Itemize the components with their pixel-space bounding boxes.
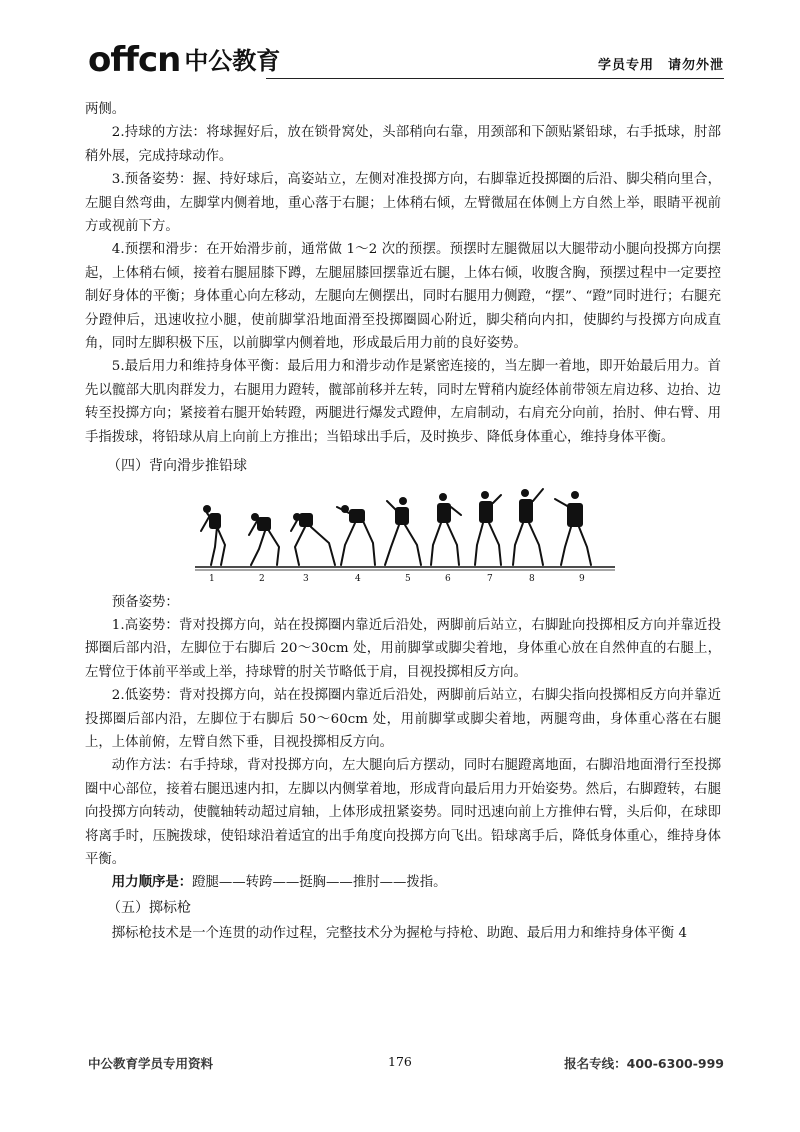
frame-number: 5: [405, 573, 411, 583]
frame-number: 7: [487, 573, 493, 583]
header-tagline: 学员专用 请勿外泄: [597, 58, 724, 73]
paragraph: 预备姿势：: [111, 594, 179, 610]
page-number: 176: [388, 1054, 412, 1069]
header-divider: [266, 78, 724, 79]
athlete-figure-7: [475, 491, 501, 565]
paragraph: 2.持球的方法：将球握好后，放在锁骨窝处，头部稍向右靠，用颈部和下颌贴紧铅球，右手抵球，肘部稍外展，完成持球动作。: [85, 125, 721, 164]
paragraph: 动作方法：右手持球，背对投掷方向，左大腿向后方摆动，同时右腿蹬离地面，右脚沿地面滑行至投掷圈中心部位，接着右腿迅速内扣，左脚以内侧掌着地，形成背向最后用力开始姿势。然后，右脚蹬转，右腿向投掷方向转动，使髋轴转动超过肩轴，上体形成扭紧姿势。同时迅速向前上方推伸右臂，头后仰，在球即将离手时，压腕拨球，使铅球沿着适宜的出手角度向投掷方向飞出。铅球离手后，降低身体重心，维持身体平衡。: [85, 758, 721, 867]
frame-number: 6: [445, 573, 451, 583]
logo-text-cn: 中公教育: [184, 47, 281, 75]
offcn-logo: [88, 38, 280, 78]
athlete-figure-1: [201, 505, 225, 565]
athlete-figure-5: [385, 497, 421, 565]
footer-label: 中公教育学员专用资料: [88, 1056, 214, 1071]
paragraph: 4.预摆和滑步：在开始滑步前，通常做 1～2 次的预摆。预摆时左腿微屈以大腿带动小腿向投掷方向摆起，上体稍右倾，接着右腿屈膝下蹲，左腿屈膝回摆靠近右腿，上体右倾，收腹含胸，预摆过程中一定要控制好身体的平衡；身体重心向左移动，左腿向左侧摆出，同时右腿用力侧蹬，“摆”、“蹬”同时进行；右腿充分蹬伸后，迅速收拉小腿，使前脚掌沿地面滑至投掷圈圆心附近，脚尖稍向内扣，使脚约与投掷方向成直角，同时左脚积极下压，以前脚掌内侧着地，形成最后用力前的良好姿势。: [85, 242, 721, 352]
paragraph: 5.最后用力和维持身体平衡：最后用力和滑步动作是紧密连接的，当左脚一着地，即开始最后用力。首先以髋部大肌肉群发力，右腿用力蹬转，髋部前移并左转，同时左臂稍内旋经体前带领左肩边移、边抬、边转至投掷方向；紧接着右腿开始转蹬，两腿进行爆发式蹬伸，左肩制动，右肩充分向前，抬肘、伸右臂、用手指拨球，将铅球从肩上向前上方推出；当铅球出手后，及时换步、降低身体重心，维持身体平衡。: [85, 359, 721, 445]
paragraph: [85, 871, 721, 894]
frame-number: 8: [529, 573, 535, 583]
paragraph: 1.高姿势：背对投掷方向，站在投掷圈内靠近后沿处，两脚前后站立，右脚趾向投掷相反方向并靠近投掷圈后部内沿，左脚位于右脚后 20～30cm 处，用前脚掌或脚尖着地，身体重心放在自然伸直的右腿上，左臂位于体前平举或上举，持球臂的肘关节略低于肩，目视投掷相反方向。: [85, 617, 721, 680]
athlete-figure-6: [431, 493, 461, 565]
frame-number: 4: [355, 573, 361, 583]
paragraph: 掷标枪技术是一个连贯的动作过程，完整技术分为握枪与持枪、助跑、最后用力和维持身体平衡 4: [111, 926, 687, 942]
paragraph: 两侧。: [85, 102, 126, 117]
section-heading: （五）掷标枪: [107, 899, 191, 916]
athlete-figure-8: [513, 489, 543, 565]
paragraph: 3.预备姿势：握、持好球后，高姿站立，左侧对准投掷方向，右脚靠近投掷圈的后沿、脚尖稍向里合，左腿自然弯曲，左脚掌内侧着地，重心落于右腿；上体稍右倾，左臂微屈在体侧上方自然上举，眼睛平视前方或视前下方。: [85, 172, 721, 235]
frame-number: 2: [259, 573, 265, 583]
force-order-label: 用力顺序是：: [111, 875, 193, 891]
frame-number: 3: [303, 573, 309, 583]
page-footer: [88, 1054, 724, 1078]
frame-number: 9: [579, 573, 585, 583]
logo-text-en: offcn: [88, 40, 181, 80]
frame-number: 1: [209, 573, 215, 583]
paragraph: 2.低姿势：背对投掷方向，站在投掷圈内靠近后沿处，两脚前后站立，右脚尖指向投掷相反方向并靠近投掷圈后部内沿，左脚位于右脚后 50～60cm 处，用前脚掌或脚尖着地，两腿弯曲，身体重心落在右腿上，上体前俯，左臂自然下垂，目视投掷相反方向。: [85, 688, 721, 750]
section-heading: （四）背向滑步推铅球: [107, 458, 247, 475]
page-header: [88, 38, 724, 82]
footer-hotline: 报名专线：400-6300-999: [564, 1056, 724, 1071]
athlete-sequence-illustration: [195, 487, 615, 583]
athlete-figure-4: [337, 505, 375, 565]
athlete-figure-3: [291, 513, 335, 565]
page-content: [85, 98, 721, 946]
shot-put-sequence-figure: [85, 487, 721, 583]
force-order-text: 蹬腿——转跨——挺胸——推肘——拨指。: [192, 875, 447, 891]
athlete-figure-2: [249, 513, 279, 565]
athlete-figure-9: [555, 491, 591, 565]
